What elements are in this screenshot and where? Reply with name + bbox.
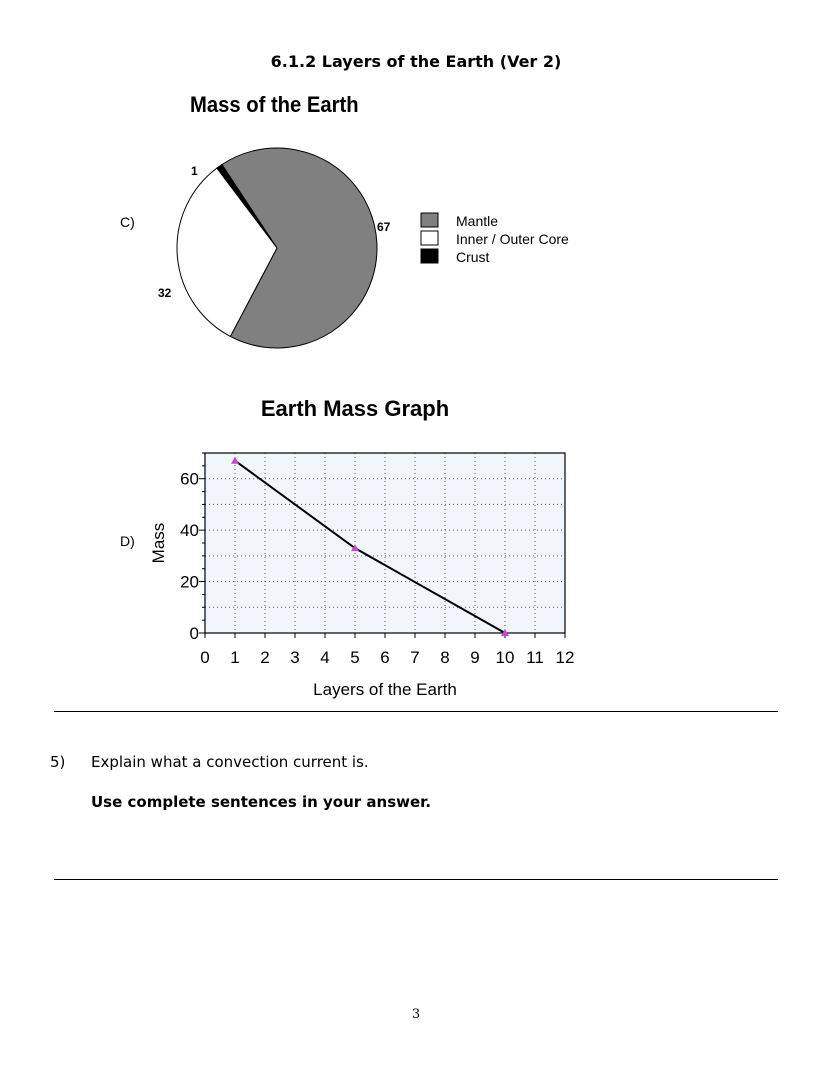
option-c-label: C)	[120, 214, 135, 230]
x-tick-label: 8	[440, 648, 450, 667]
x-tick-label: 5	[350, 648, 360, 667]
option-d-label: D)	[120, 533, 135, 549]
line-chart-title: Earth Mass Graph	[260, 396, 450, 421]
pie-data-label-crust: 1	[191, 164, 198, 178]
x-tick-labels	[200, 648, 574, 667]
x-tick-label: 11	[526, 648, 544, 667]
x-tick-label: 12	[555, 648, 575, 667]
legend-label-mantle: Mantle	[456, 213, 499, 229]
y-tick-label: 20	[180, 572, 199, 592]
question-instruction: Use complete sentences in your answer.	[91, 793, 432, 811]
y-tick-label: 60	[180, 469, 199, 489]
pie-slices	[177, 148, 377, 348]
pie-chart-title: Mass of the Earth	[190, 93, 359, 118]
pie-legend	[421, 213, 569, 265]
x-tick-label: 1	[230, 648, 240, 667]
legend-label-core: Inner / Outer Core	[456, 231, 569, 247]
x-tick-label: 4	[320, 648, 330, 667]
page-number: 3	[411, 1007, 421, 1022]
legend-swatch-crust	[421, 249, 438, 263]
pie-data-label-core: 32	[158, 286, 172, 300]
section-divider-bottom	[54, 879, 778, 880]
legend-label-crust: Crust	[456, 249, 490, 265]
pie-chart	[140, 80, 620, 370]
legend-swatch-mantle	[421, 213, 438, 227]
x-tick-label: 10	[495, 648, 515, 667]
pie-data-label-mantle: 67	[377, 220, 391, 234]
y-tick-labels	[180, 470, 199, 643]
x-tick-label: 6	[380, 648, 390, 667]
question-number: 5)	[50, 753, 66, 771]
x-tick-label: 9	[470, 648, 480, 667]
x-axis-label: Layers of the Earth	[313, 680, 457, 699]
section-divider-top	[54, 711, 778, 712]
x-tick-label: 3	[290, 648, 300, 667]
y-axis-label: Mass	[149, 522, 168, 564]
question-text: Explain what a convection current is.	[91, 753, 369, 771]
x-tick-label: 7	[410, 648, 420, 667]
line-chart	[140, 385, 600, 705]
x-tick-label: 2	[260, 648, 270, 667]
page-title: 6.1.2 Layers of the Earth (Ver 2)	[270, 52, 562, 71]
y-tick-label: 40	[180, 521, 199, 541]
legend-swatch-core	[421, 231, 438, 245]
x-tick-label: 0	[200, 648, 210, 667]
y-tick-label: 0	[189, 624, 199, 643]
